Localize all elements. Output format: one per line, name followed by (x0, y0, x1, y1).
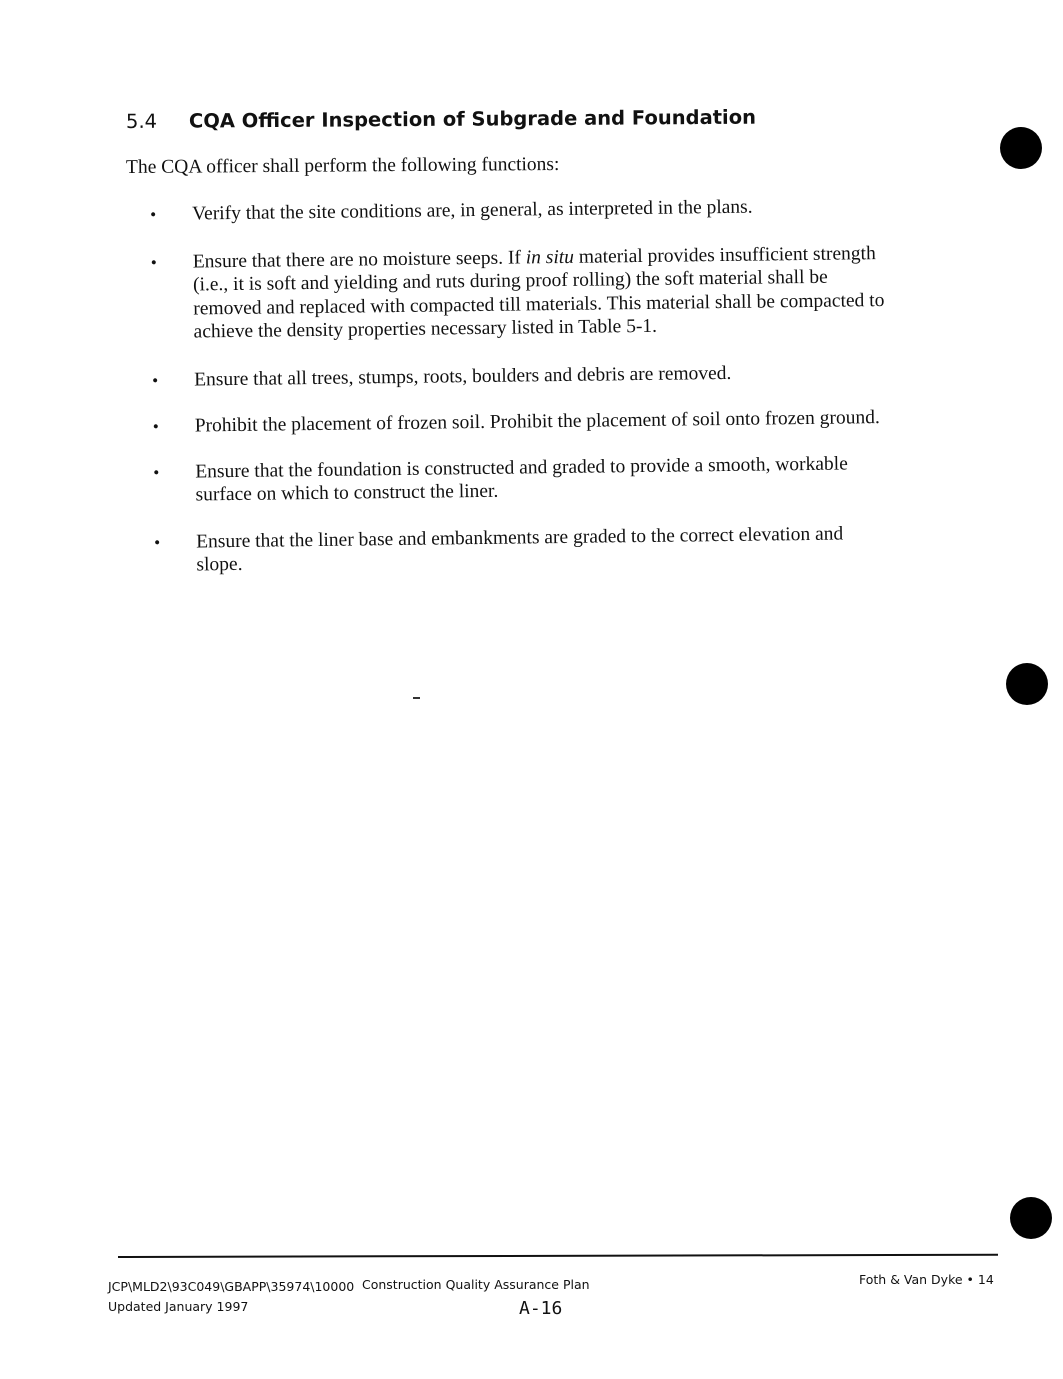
list-item (150, 193, 980, 227)
section-title: CQA Officer Inspection of Subgrade and Foundation (188, 105, 757, 133)
list-item (151, 240, 982, 344)
item-text: Verify that the site conditions are, in general, as interpreted in the plans. (192, 196, 753, 225)
bullet-icon: • (150, 204, 157, 224)
section-number: 5.4 (125, 109, 158, 133)
item-text: Ensure that the foundation is constructed and graded to provide a smooth, workable (195, 452, 848, 482)
punch-hole-top (1000, 127, 1042, 169)
item-text: Ensure that all trees, stumps, roots, boulders and debris are removed. (194, 362, 732, 390)
list-item (153, 405, 983, 439)
item-text: slope. (196, 553, 243, 576)
footer-updated-date: Updated January 1997 (108, 1299, 249, 1314)
item-text: Prohibit the placement of frozen soil. Prohibit the placement of soil onto frozen ground. (194, 407, 880, 437)
item-text: Ensure that the liner base and embankments are graded to the correct elevation and (196, 523, 844, 552)
bullet-icon: • (152, 370, 159, 390)
bullet-icon: • (153, 462, 160, 482)
item-text: achieve the density properties necessary listed in Table 5-1. (193, 315, 658, 343)
list-item (154, 520, 985, 577)
bullet-icon: • (152, 416, 159, 436)
footer-file-path: JCP\MLD2\93C049\GBAPP\35974\10000 (108, 1279, 355, 1294)
page-reference: A-16 (519, 1298, 563, 1319)
list-item (152, 358, 982, 392)
scan-mark (413, 697, 420, 699)
list-item (153, 450, 984, 507)
functions-list (150, 190, 985, 578)
bullet-icon: • (154, 532, 161, 552)
footer-document-title: Construction Quality Assurance Plan (362, 1277, 590, 1292)
item-text: removed and replaced with compacted till materials. This material shall be compacted to (193, 289, 885, 319)
footer-company-page: Foth & Van Dyke • 14 (859, 1272, 994, 1287)
item-text-segment: Ensure that there are no moisture seeps. If (192, 246, 526, 272)
item-text: surface on which to construct the liner. (195, 480, 499, 506)
punch-hole-middle (1006, 663, 1048, 705)
section-heading (126, 106, 756, 133)
punch-hole-bottom (1010, 1197, 1052, 1239)
item-text: (i.e., it is soft and yielding and ruts during proof rolling) the soft material shall be (192, 266, 828, 296)
intro-paragraph: The CQA officer shall perform the following functions: (125, 153, 560, 178)
item-text-segment: material provides insufficient strength (573, 242, 876, 268)
footer-divider (118, 1254, 998, 1258)
item-text-italic: in situ (525, 246, 575, 268)
bullet-icon: • (150, 252, 157, 272)
